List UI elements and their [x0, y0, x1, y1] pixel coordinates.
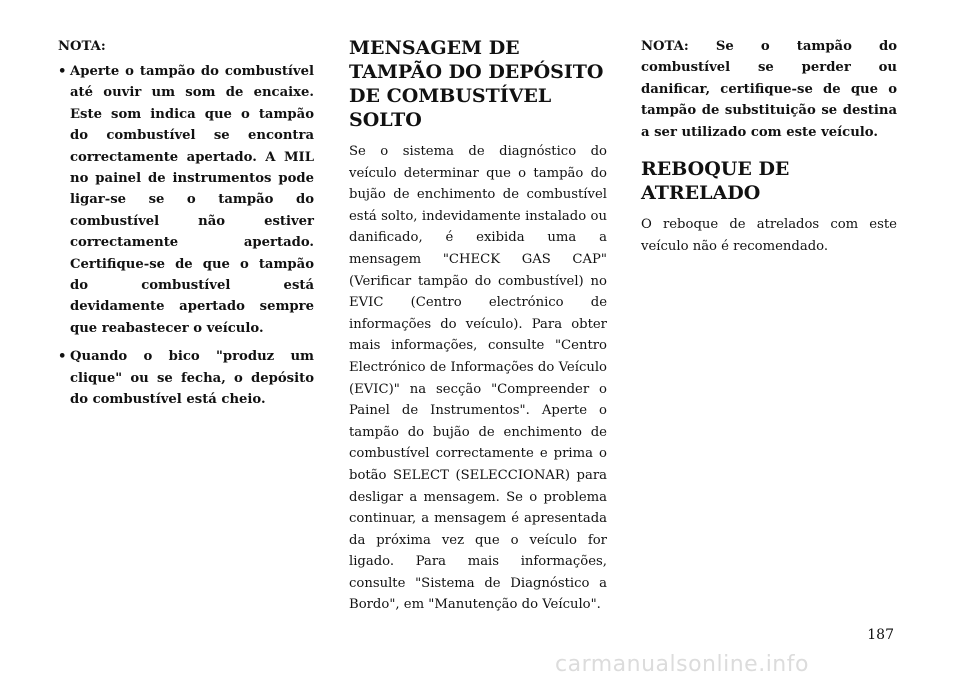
- section-heading-trailer-towing: REBOQUE DE ATRELADO: [641, 158, 790, 205]
- bullet-text: Aperte o tampão do combustível até ouvir um som de encaixe. Este som indica que o tampão do combustível se encontra correctamente apertado. A MIL no painel de instrumentos pode ligar-se se o tampão do combustível não estiver correctamente apertado. Certifique-se de que o tampão do combustível está devidamente apertado sempre que reabastecer o veículo.: [70, 64, 314, 336]
- page-number: 187: [867, 627, 894, 643]
- section-heading-loose-gas-cap: MENSAGEM DE TAMPÃO DO DEPÓSITO DE COMBUSTÍVEL SOLTO: [349, 37, 604, 131]
- note-paragraph: NOTA: Se o tampão do combustível se perder ou danificar, certifique-se de que o tampão de substituição se destina a ser utilizado com este veículo.: [641, 39, 897, 140]
- bullet-item: [58, 61, 314, 339]
- bullet-text: Quando o bico "produz um clique" ou se fecha, o depósito do combustível está cheio.: [70, 349, 314, 408]
- right-column: [641, 36, 897, 257]
- middle-column: [349, 36, 607, 616]
- bullet-item: [58, 346, 314, 410]
- watermark: carmanualsonline.info: [555, 652, 809, 677]
- bullet-list: [58, 61, 314, 411]
- left-column: [58, 36, 314, 418]
- section-body-trailer-towing: O reboque de atrelados com este veículo não é recomendado.: [641, 217, 897, 254]
- section-body-loose-gas-cap: Se o sistema de diagnóstico do veículo determinar que o tampão do bujão de enchimento de combustível está solto, indevidamente instalado ou danificado, é exibida uma a mensagem "CHECK GAS CAP" (Verificar tampão do combustível) no EVIC (Centro electrónico de informações do veículo). Para obter mais informações, consulte "Centro Electrónico de Informações do Veículo (EVIC)" na secção "Compreender o Painel de Instrumentos". Aperte o tampão do bujão de enchimento de combustível correctamente e prima o botão SELECT (SELECCIONAR) para desligar a mensagem. Se o problema continuar, a mensagem é apresentada da próxima vez que o veículo for ligado. Para mais informações, consulte "Sistema de Diagnóstico a Bordo", em "Manutenção do Veículo".: [349, 144, 607, 613]
- bullet-icon: •: [58, 64, 67, 79]
- note-label: NOTA:: [58, 39, 106, 54]
- bullet-icon: •: [58, 349, 67, 365]
